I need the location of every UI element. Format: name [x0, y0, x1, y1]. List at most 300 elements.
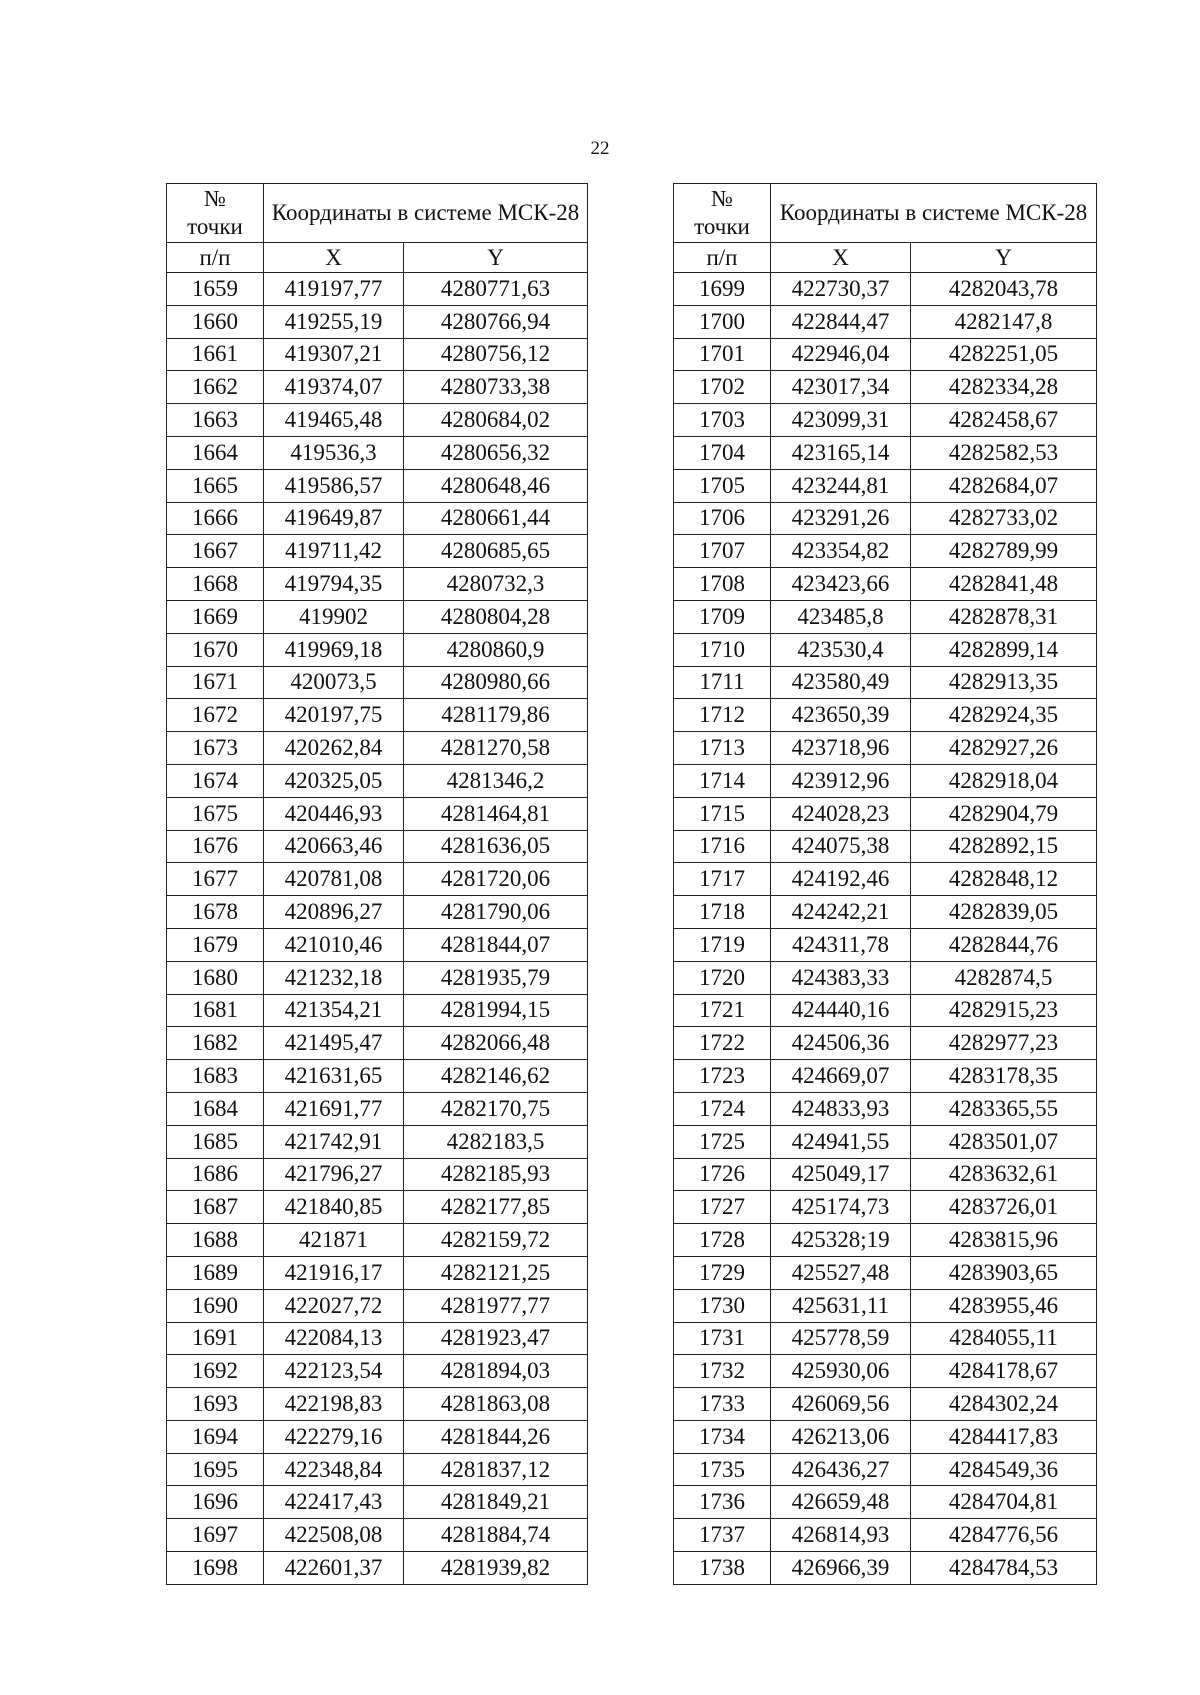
x-coordinate-cell: 421232,18: [264, 961, 404, 994]
y-coordinate-cell: 4281849,21: [404, 1486, 588, 1519]
coordinates-header: Координаты в системе МСК-28: [264, 184, 588, 243]
x-coordinate-cell: 420446,93: [264, 797, 404, 830]
y-column-header: Y: [911, 243, 1097, 273]
y-coordinate-cell: 4283815,96: [911, 1224, 1097, 1257]
y-coordinate-cell: 4281636,05: [404, 830, 588, 863]
x-coordinate-cell: 424440,16: [771, 994, 911, 1027]
x-coordinate-cell: 423650,39: [771, 699, 911, 732]
table-row: [674, 1552, 1097, 1585]
point-number-header: [674, 184, 771, 243]
point-number-cell: 1680: [167, 961, 264, 994]
y-coordinate-cell: 4281939,82: [404, 1552, 588, 1585]
point-word: точки: [187, 214, 243, 239]
table-row: [674, 1027, 1097, 1060]
x-coordinate-cell: 426659,48: [771, 1486, 911, 1519]
y-coordinate-cell: 4282043,78: [911, 273, 1097, 306]
point-number-cell: 1694: [167, 1420, 264, 1453]
table-row: [674, 436, 1097, 469]
x-coordinate-cell: 421871: [264, 1224, 404, 1257]
point-number-cell: 1678: [167, 896, 264, 929]
y-coordinate-cell: 4282878,31: [911, 600, 1097, 633]
point-number-cell: 1676: [167, 830, 264, 863]
x-coordinate-cell: 425328;19: [771, 1224, 911, 1257]
x-coordinate-cell: 420896,27: [264, 896, 404, 929]
x-coordinate-cell: 424941,55: [771, 1125, 911, 1158]
x-coordinate-cell: 419902: [264, 600, 404, 633]
y-coordinate-cell: 4284302,24: [911, 1388, 1097, 1421]
table-row: [674, 404, 1097, 437]
point-number-cell: 1664: [167, 436, 264, 469]
x-coordinate-cell: 419969,18: [264, 633, 404, 666]
x-coordinate-cell: 423291,26: [771, 502, 911, 535]
table-row: [674, 1125, 1097, 1158]
point-number-cell: 1734: [674, 1420, 771, 1453]
point-number-cell: 1738: [674, 1552, 771, 1585]
point-word: точки: [694, 214, 750, 239]
y-coordinate-cell: 4281894,03: [404, 1355, 588, 1388]
y-coordinate-cell: 4282582,53: [911, 436, 1097, 469]
point-number-cell: 1675: [167, 797, 264, 830]
table-row: [674, 1388, 1097, 1421]
point-number-cell: 1725: [674, 1125, 771, 1158]
x-coordinate-cell: 422027,72: [264, 1289, 404, 1322]
point-number-cell: 1727: [674, 1191, 771, 1224]
table-row: [167, 863, 588, 896]
y-coordinate-cell: 4284055,11: [911, 1322, 1097, 1355]
x-coordinate-cell: 419649,87: [264, 502, 404, 535]
point-number-header: [167, 184, 264, 243]
point-number-cell: 1705: [674, 469, 771, 502]
point-number-cell: 1688: [167, 1224, 264, 1257]
y-coordinate-cell: 4282841,48: [911, 568, 1097, 601]
y-coordinate-cell: 4281720,06: [404, 863, 588, 896]
y-coordinate-cell: 4282844,76: [911, 928, 1097, 961]
y-coordinate-cell: 4280733,38: [404, 371, 588, 404]
point-number-cell: 1669: [167, 600, 264, 633]
point-number-cell: 1689: [167, 1256, 264, 1289]
point-number-cell: 1736: [674, 1486, 771, 1519]
table-row: [674, 928, 1097, 961]
x-coordinate-cell: 422730,37: [771, 273, 911, 306]
x-column-header: X: [771, 243, 911, 273]
table-row: [167, 1224, 588, 1257]
table-row: [167, 338, 588, 371]
table-row: [167, 535, 588, 568]
y-coordinate-cell: 4283632,61: [911, 1158, 1097, 1191]
y-coordinate-cell: 4282334,28: [911, 371, 1097, 404]
table-row: [674, 961, 1097, 994]
point-number-cell: 1659: [167, 273, 264, 306]
x-coordinate-cell: 420325,05: [264, 764, 404, 797]
point-number-cell: 1677: [167, 863, 264, 896]
y-coordinate-cell: 4280732,3: [404, 568, 588, 601]
y-coordinate-cell: 4282147,8: [911, 305, 1097, 338]
table-row: [167, 1191, 588, 1224]
table-row: [674, 1158, 1097, 1191]
table-row: [167, 1486, 588, 1519]
point-number-cell: 1721: [674, 994, 771, 1027]
x-coordinate-cell: 421691,77: [264, 1092, 404, 1125]
y-coordinate-cell: 4281863,08: [404, 1388, 588, 1421]
point-number-cell: 1697: [167, 1519, 264, 1552]
x-coordinate-cell: 423244,81: [771, 469, 911, 502]
y-coordinate-cell: 4283955,46: [911, 1289, 1097, 1322]
point-number-cell: 1707: [674, 535, 771, 568]
point-subheader: п/п: [674, 243, 771, 273]
point-number-cell: 1732: [674, 1355, 771, 1388]
table-row: [167, 404, 588, 437]
x-coordinate-cell: 424028,23: [771, 797, 911, 830]
y-coordinate-cell: 4282177,85: [404, 1191, 588, 1224]
y-coordinate-cell: 4282159,72: [404, 1224, 588, 1257]
table-row: [674, 863, 1097, 896]
y-coordinate-cell: 4280648,46: [404, 469, 588, 502]
y-coordinate-cell: 4284178,67: [911, 1355, 1097, 1388]
y-coordinate-cell: 4283365,55: [911, 1092, 1097, 1125]
table-row: [167, 961, 588, 994]
table-row: [674, 1519, 1097, 1552]
y-coordinate-cell: 4281994,15: [404, 994, 588, 1027]
table-row: [167, 502, 588, 535]
y-coordinate-cell: 4281923,47: [404, 1322, 588, 1355]
point-number-cell: 1682: [167, 1027, 264, 1060]
point-number-cell: 1674: [167, 764, 264, 797]
table-row: [167, 1158, 588, 1191]
table-body-left: [167, 273, 588, 1585]
x-coordinate-cell: 422279,16: [264, 1420, 404, 1453]
point-number-cell: 1726: [674, 1158, 771, 1191]
table-row: [167, 1092, 588, 1125]
y-coordinate-cell: 4281790,06: [404, 896, 588, 929]
point-number-cell: 1735: [674, 1453, 771, 1486]
x-coordinate-cell: 421354,21: [264, 994, 404, 1027]
y-coordinate-cell: 4282904,79: [911, 797, 1097, 830]
y-coordinate-cell: 4281844,26: [404, 1420, 588, 1453]
y-column-header: Y: [404, 243, 588, 273]
point-number-cell: 1731: [674, 1322, 771, 1355]
table-body-right: [674, 273, 1097, 1585]
x-coordinate-cell: 424242,21: [771, 896, 911, 929]
x-column-header: X: [264, 243, 404, 273]
table-row: [674, 1060, 1097, 1093]
point-number-cell: 1683: [167, 1060, 264, 1093]
point-number-cell: 1711: [674, 666, 771, 699]
x-coordinate-cell: 423530,4: [771, 633, 911, 666]
point-number-cell: 1693: [167, 1388, 264, 1421]
y-coordinate-cell: 4282977,23: [911, 1027, 1097, 1060]
x-coordinate-cell: 419374,07: [264, 371, 404, 404]
point-number-cell: 1691: [167, 1322, 264, 1355]
y-coordinate-cell: 4284784,53: [911, 1552, 1097, 1585]
x-coordinate-cell: 426966,39: [771, 1552, 911, 1585]
x-coordinate-cell: 424311,78: [771, 928, 911, 961]
table-row: [674, 732, 1097, 765]
table-row: [167, 1519, 588, 1552]
table-row: [674, 502, 1097, 535]
y-coordinate-cell: 4280771,63: [404, 273, 588, 306]
x-coordinate-cell: 423165,14: [771, 436, 911, 469]
y-coordinate-cell: 4281935,79: [404, 961, 588, 994]
y-coordinate-cell: 4281464,81: [404, 797, 588, 830]
y-coordinate-cell: 4282915,23: [911, 994, 1097, 1027]
y-coordinate-cell: 4283501,07: [911, 1125, 1097, 1158]
y-coordinate-cell: 4282892,15: [911, 830, 1097, 863]
point-number-cell: 1687: [167, 1191, 264, 1224]
point-number-cell: 1703: [674, 404, 771, 437]
point-number-cell: 1716: [674, 830, 771, 863]
point-number-cell: 1710: [674, 633, 771, 666]
x-coordinate-cell: 419536,3: [264, 436, 404, 469]
x-coordinate-cell: 422601,37: [264, 1552, 404, 1585]
x-coordinate-cell: 420262,84: [264, 732, 404, 765]
x-coordinate-cell: 425049,17: [771, 1158, 911, 1191]
x-coordinate-cell: 422198,83: [264, 1388, 404, 1421]
x-coordinate-cell: 421010,46: [264, 928, 404, 961]
y-coordinate-cell: 4280766,94: [404, 305, 588, 338]
y-coordinate-cell: 4281179,86: [404, 699, 588, 732]
y-coordinate-cell: 4281837,12: [404, 1453, 588, 1486]
table-row: [167, 994, 588, 1027]
table-row: [167, 797, 588, 830]
y-coordinate-cell: 4282789,99: [911, 535, 1097, 568]
x-coordinate-cell: 422348,84: [264, 1453, 404, 1486]
table-row: [674, 469, 1097, 502]
point-number-cell: 1729: [674, 1256, 771, 1289]
point-number-cell: 1686: [167, 1158, 264, 1191]
x-coordinate-cell: 424833,93: [771, 1092, 911, 1125]
y-coordinate-cell: 4282684,07: [911, 469, 1097, 502]
coordinates-header: Координаты в системе МСК-28: [771, 184, 1097, 243]
point-number-cell: 1714: [674, 764, 771, 797]
table-row: [167, 1027, 588, 1060]
table-row: [167, 436, 588, 469]
table-row: [167, 633, 588, 666]
table-row: [167, 1453, 588, 1486]
table-row: [167, 830, 588, 863]
point-number-cell: 1684: [167, 1092, 264, 1125]
x-coordinate-cell: 419711,42: [264, 535, 404, 568]
number-sign: №: [204, 186, 226, 211]
x-coordinate-cell: 420073,5: [264, 666, 404, 699]
x-coordinate-cell: 423718,96: [771, 732, 911, 765]
point-number-cell: 1663: [167, 404, 264, 437]
point-number-cell: 1718: [674, 896, 771, 929]
y-coordinate-cell: 4282733,02: [911, 502, 1097, 535]
x-coordinate-cell: 421631,65: [264, 1060, 404, 1093]
table-row: [167, 1355, 588, 1388]
x-coordinate-cell: 423017,34: [771, 371, 911, 404]
point-number-cell: 1685: [167, 1125, 264, 1158]
x-coordinate-cell: 423912,96: [771, 764, 911, 797]
y-coordinate-cell: 4284417,83: [911, 1420, 1097, 1453]
y-coordinate-cell: 4284776,56: [911, 1519, 1097, 1552]
x-coordinate-cell: 419586,57: [264, 469, 404, 502]
x-coordinate-cell: 419465,48: [264, 404, 404, 437]
y-coordinate-cell: 4283726,01: [911, 1191, 1097, 1224]
point-number-cell: 1670: [167, 633, 264, 666]
table-row: [674, 699, 1097, 732]
point-number-cell: 1668: [167, 568, 264, 601]
point-number-cell: 1730: [674, 1289, 771, 1322]
y-coordinate-cell: 4282848,12: [911, 863, 1097, 896]
y-coordinate-cell: 4283903,65: [911, 1256, 1097, 1289]
x-coordinate-cell: 424669,07: [771, 1060, 911, 1093]
table-row: [167, 568, 588, 601]
point-number-cell: 1712: [674, 699, 771, 732]
point-number-cell: 1690: [167, 1289, 264, 1322]
x-coordinate-cell: 420781,08: [264, 863, 404, 896]
table-row: [167, 1388, 588, 1421]
table-row: [674, 600, 1097, 633]
y-coordinate-cell: 4281346,2: [404, 764, 588, 797]
y-coordinate-cell: 4284549,36: [911, 1453, 1097, 1486]
table-row: [167, 666, 588, 699]
table-row: [674, 764, 1097, 797]
table-row: [674, 633, 1097, 666]
table-row: [167, 1125, 588, 1158]
table-row: [674, 994, 1097, 1027]
table-row: [167, 928, 588, 961]
point-number-cell: 1720: [674, 961, 771, 994]
table-row: [167, 1256, 588, 1289]
point-number-cell: 1713: [674, 732, 771, 765]
table-row: [167, 273, 588, 306]
table-row: [167, 1420, 588, 1453]
x-coordinate-cell: 424383,33: [771, 961, 911, 994]
x-coordinate-cell: 426213,06: [771, 1420, 911, 1453]
y-coordinate-cell: 4284704,81: [911, 1486, 1097, 1519]
table-row: [167, 1322, 588, 1355]
x-coordinate-cell: 426814,93: [771, 1519, 911, 1552]
y-coordinate-cell: 4282251,05: [911, 338, 1097, 371]
table-row: [167, 1289, 588, 1322]
x-coordinate-cell: 421495,47: [264, 1027, 404, 1060]
x-coordinate-cell: 424075,38: [771, 830, 911, 863]
y-coordinate-cell: 4280661,44: [404, 502, 588, 535]
table-row: [167, 600, 588, 633]
table-row: [674, 1355, 1097, 1388]
y-coordinate-cell: 4281844,07: [404, 928, 588, 961]
point-number-cell: 1666: [167, 502, 264, 535]
table-row: [674, 1191, 1097, 1224]
point-number-cell: 1728: [674, 1224, 771, 1257]
coordinates-table-right: [673, 183, 1097, 1585]
page-number: 22: [590, 138, 610, 159]
x-coordinate-cell: 424192,46: [771, 863, 911, 896]
y-coordinate-cell: 4280804,28: [404, 600, 588, 633]
x-coordinate-cell: 419794,35: [264, 568, 404, 601]
x-coordinate-cell: 423580,49: [771, 666, 911, 699]
point-number-cell: 1662: [167, 371, 264, 404]
table-row: [167, 371, 588, 404]
table-row: [167, 1552, 588, 1585]
x-coordinate-cell: 426069,56: [771, 1388, 911, 1421]
table-row: [674, 535, 1097, 568]
y-coordinate-cell: 4281977,77: [404, 1289, 588, 1322]
table-row: [674, 1453, 1097, 1486]
table-row: [167, 305, 588, 338]
y-coordinate-cell: 4283178,35: [911, 1060, 1097, 1093]
point-number-cell: 1715: [674, 797, 771, 830]
point-number-cell: 1737: [674, 1519, 771, 1552]
x-coordinate-cell: 421796,27: [264, 1158, 404, 1191]
y-coordinate-cell: 4280860,9: [404, 633, 588, 666]
x-coordinate-cell: 422844,47: [771, 305, 911, 338]
x-coordinate-cell: 423099,31: [771, 404, 911, 437]
x-coordinate-cell: 425527,48: [771, 1256, 911, 1289]
y-coordinate-cell: 4281270,58: [404, 732, 588, 765]
table-row: [674, 273, 1097, 306]
table-row: [674, 830, 1097, 863]
y-coordinate-cell: 4282899,14: [911, 633, 1097, 666]
x-coordinate-cell: 425174,73: [771, 1191, 911, 1224]
point-number-cell: 1681: [167, 994, 264, 1027]
y-coordinate-cell: 4282185,93: [404, 1158, 588, 1191]
x-coordinate-cell: 420663,46: [264, 830, 404, 863]
x-coordinate-cell: 425631,11: [771, 1289, 911, 1322]
table-row: [167, 699, 588, 732]
point-number-cell: 1701: [674, 338, 771, 371]
y-coordinate-cell: 4282066,48: [404, 1027, 588, 1060]
table-row: [167, 469, 588, 502]
point-number-cell: 1661: [167, 338, 264, 371]
y-coordinate-cell: 4280980,66: [404, 666, 588, 699]
point-number-cell: 1671: [167, 666, 264, 699]
coordinates-table-left: [166, 183, 588, 1585]
point-number-cell: 1699: [674, 273, 771, 306]
x-coordinate-cell: 423423,66: [771, 568, 911, 601]
x-coordinate-cell: 419255,19: [264, 305, 404, 338]
y-coordinate-cell: 4282913,35: [911, 666, 1097, 699]
x-coordinate-cell: 425778,59: [771, 1322, 911, 1355]
x-coordinate-cell: 423485,8: [771, 600, 911, 633]
table-row: [167, 896, 588, 929]
table-row: [674, 568, 1097, 601]
point-number-cell: 1672: [167, 699, 264, 732]
point-number-cell: 1708: [674, 568, 771, 601]
table-row: [674, 305, 1097, 338]
point-number-cell: 1702: [674, 371, 771, 404]
x-coordinate-cell: 421840,85: [264, 1191, 404, 1224]
point-subheader: п/п: [167, 243, 264, 273]
point-number-cell: 1692: [167, 1355, 264, 1388]
x-coordinate-cell: 419197,77: [264, 273, 404, 306]
y-coordinate-cell: 4282121,25: [404, 1256, 588, 1289]
point-number-cell: 1722: [674, 1027, 771, 1060]
point-number-cell: 1724: [674, 1092, 771, 1125]
table-row: [674, 1256, 1097, 1289]
table-row: [674, 666, 1097, 699]
x-coordinate-cell: 425930,06: [771, 1355, 911, 1388]
point-number-cell: 1698: [167, 1552, 264, 1585]
table-row: [674, 1224, 1097, 1257]
x-coordinate-cell: 426436,27: [771, 1453, 911, 1486]
point-number-cell: 1719: [674, 928, 771, 961]
y-coordinate-cell: 4282874,5: [911, 961, 1097, 994]
x-coordinate-cell: 424506,36: [771, 1027, 911, 1060]
x-coordinate-cell: 422946,04: [771, 338, 911, 371]
point-number-cell: 1679: [167, 928, 264, 961]
point-number-cell: 1696: [167, 1486, 264, 1519]
y-coordinate-cell: 4282170,75: [404, 1092, 588, 1125]
table-row: [167, 1060, 588, 1093]
table-row: [674, 338, 1097, 371]
point-number-cell: 1709: [674, 600, 771, 633]
y-coordinate-cell: 4282927,26: [911, 732, 1097, 765]
x-coordinate-cell: 421742,91: [264, 1125, 404, 1158]
x-coordinate-cell: 422084,13: [264, 1322, 404, 1355]
point-number-cell: 1733: [674, 1388, 771, 1421]
